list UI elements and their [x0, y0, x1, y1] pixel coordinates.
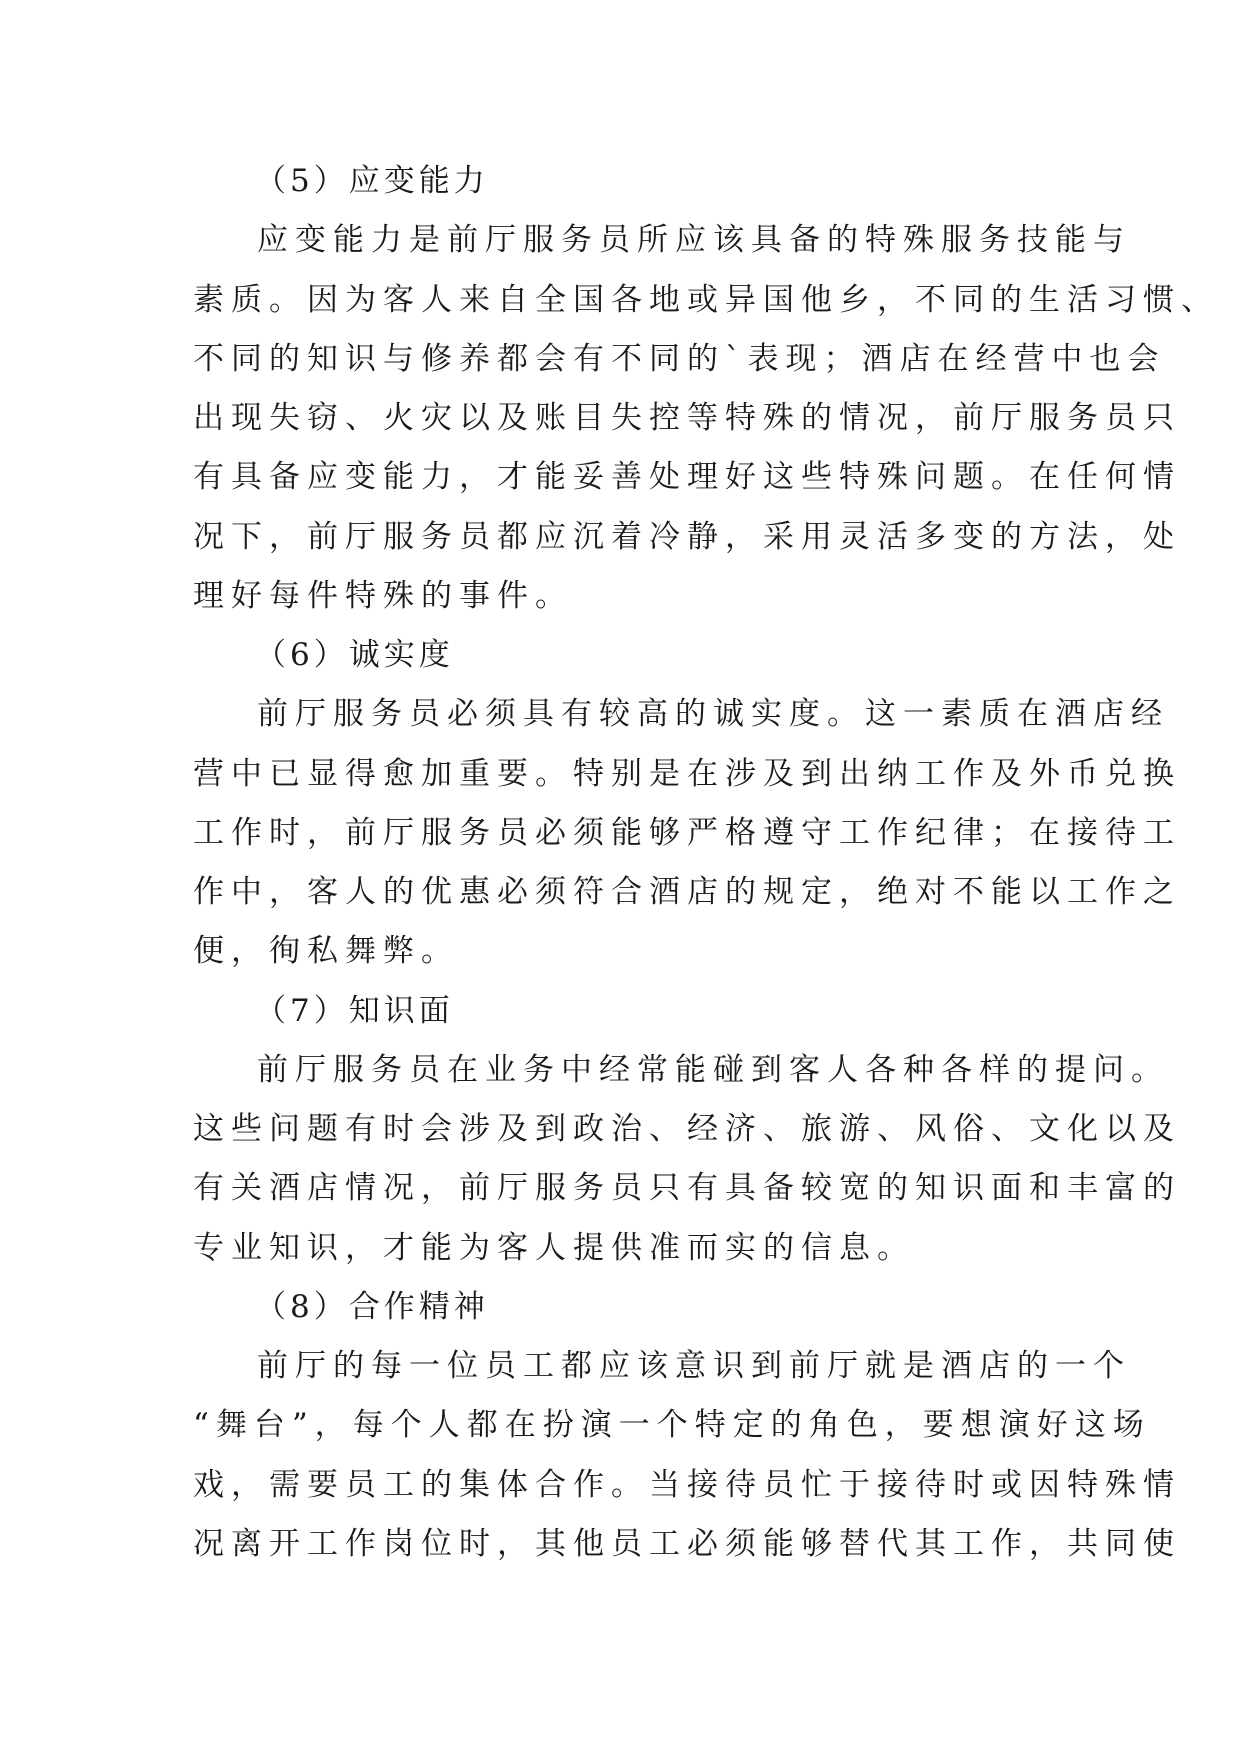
document-body — [193, 152, 1219, 1574]
section-heading-8: （8）合作精神 — [255, 1288, 489, 1325]
paragraph-line: “舞台”，每个人都在扮演一个特定的角色，要想演好这场 — [193, 1407, 1151, 1444]
paragraph-line: 况离开工作岗位时，其他员工必须能够替代其工作，共同使 — [193, 1525, 1181, 1562]
paragraph-line: 前厅的每一位员工都应该意识到前厅就是酒店的一个 — [257, 1348, 1131, 1384]
paragraph-line: 工作时，前厅服务员必须能够严格遵守工作纪律；在接待工 — [193, 814, 1181, 851]
section-heading-5: （5）应变能力 — [255, 163, 489, 199]
paragraph-line: 不同的知识与修养都会有不同的`表现；酒店在经营中也会 — [193, 340, 1166, 377]
paragraph-line: 应变能力是前厅服务员所应该具备的特殊服务技能与 — [257, 222, 1131, 259]
paragraph-line: 作中，客人的优惠必须符合酒店的规定，绝对不能以工作之 — [193, 874, 1181, 910]
section-heading-7: （7）知识面 — [255, 992, 454, 1029]
paragraph-line: 出现失窃、火灾以及账目失控等特殊的情况，前厅服务员只 — [193, 400, 1181, 436]
paragraph-line: 前厅服务员必须具有较高的诚实度。这一素质在酒店经 — [257, 696, 1169, 733]
paragraph-line: 素质。因为客人来自全国各地或异国他乡，不同的生活习惯、 — [193, 281, 1219, 318]
paragraph-line: 有关酒店情况，前厅服务员只有具备较宽的知识面和丰富的 — [193, 1170, 1181, 1207]
paragraph-line: 戏，需要员工的集体合作。当接待员忙于接待时或因特殊情 — [193, 1466, 1181, 1503]
section-heading-6: （6）诚实度 — [255, 637, 454, 673]
paragraph-line: 理好每件特殊的事件。 — [193, 577, 573, 614]
paragraph-line: 营中已显得愈加重要。特别是在涉及到出纳工作及外币兑换 — [193, 755, 1181, 792]
paragraph-line: 况下，前厅服务员都应沉着冷静，采用灵活多变的方法，处 — [193, 518, 1181, 555]
paragraph-line: 有具备应变能力，才能妥善处理好这些特殊问题。在任何情 — [193, 459, 1181, 496]
paragraph-line: 便，徇私舞弊。 — [193, 933, 459, 970]
paragraph-line: 专业知识，才能为客人提供准而实的信息。 — [193, 1229, 915, 1266]
paragraph-line: 这些问题有时会涉及到政治、经济、旅游、风俗、文化以及 — [193, 1111, 1181, 1147]
paragraph-line: 前厅服务员在业务中经常能碰到客人各种各样的提问。 — [257, 1051, 1169, 1088]
